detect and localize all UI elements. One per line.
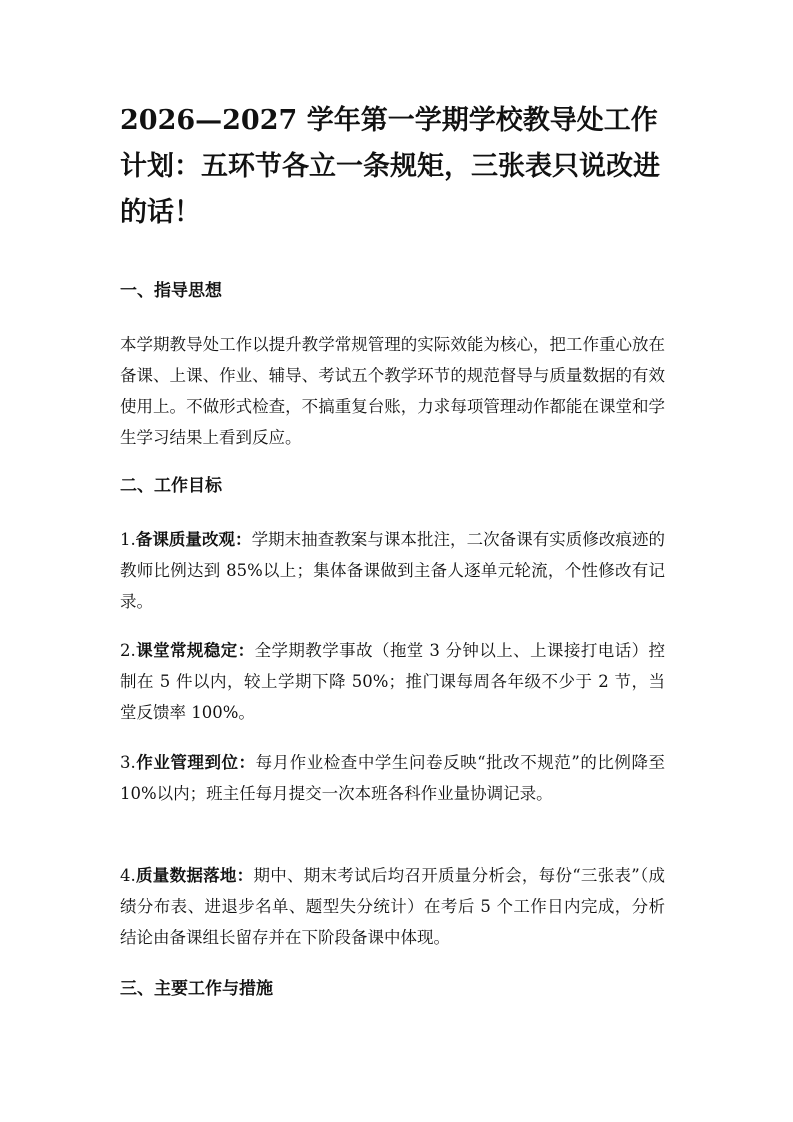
goal-text: 全学期教学事故（拖堂 3 分钟以上、上课接打电话）控制在 5 件以内，较上学期下降 50%；推门课每周各年级不少于 2 节，当堂反馈率 100%。 xyxy=(120,641,665,722)
goal-label: 备课质量改观： xyxy=(135,530,252,549)
goal-number: 4. xyxy=(120,866,136,885)
goal-text: 期中、期末考试后均召开质量分析会，每份“三张表”（成绩分布表、进退步名单、题型失分统计）在考后 5 个工作日内完成，分析结论由备课组长留存并在下阶段备课中体现。 xyxy=(120,866,666,947)
goal-item-4 xyxy=(120,860,665,953)
section-heading-guiding-ideology: 一、指导思想 xyxy=(120,281,222,301)
goal-label: 课堂常规稳定： xyxy=(135,641,255,660)
document-title: 2026—2027 学年第一学期学校教导处工作计划：五环节各立一条规矩，三张表只说改进的话！ xyxy=(120,105,660,228)
goal-text: 每月作业检查中学生问卷反映“批改不规范”的比例降至 10%以内；班主任每月提交一次本班各科作业量协调记录。 xyxy=(120,753,665,803)
goal-text: 学期末抽查教案与课本批注，二次备课有实质修改痕迹的教师比例达到 85%以上；集体备课做到主备人逐单元轮流，个性修改有记录。 xyxy=(120,530,665,611)
goal-label: 作业管理到位： xyxy=(135,753,256,772)
goal-number: 2. xyxy=(120,641,136,660)
goal-item-3 xyxy=(120,747,665,809)
goal-number: 1. xyxy=(120,530,136,549)
goal-item-2 xyxy=(120,635,665,728)
section-heading-work-goals: 二、工作目标 xyxy=(120,476,222,496)
goal-item-1 xyxy=(120,524,665,617)
goal-label: 质量数据落地： xyxy=(135,866,254,885)
section-heading-main-work: 三、主要工作与措施 xyxy=(120,979,273,999)
goal-number: 3. xyxy=(120,753,136,772)
guiding-ideology-paragraph: 本学期教导处工作以提升教学常规管理的实际效能为核心，把工作重心放在备课、上课、作业、辅导、考试五个教学环节的规范督导与质量数据的有效使用上。不做形式检查，不搞重复台账，力求每项管理动作都能在课堂和学生学习结果上看到反应。 xyxy=(120,335,665,447)
